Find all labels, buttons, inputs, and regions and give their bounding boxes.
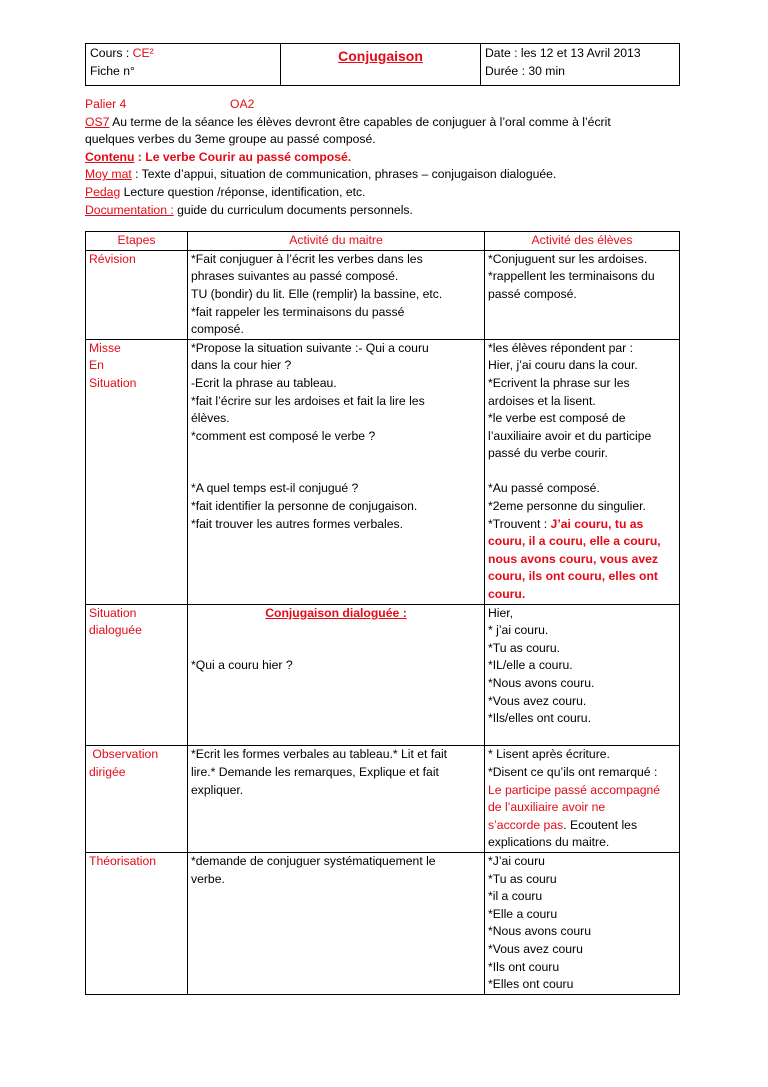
- os-text-cont: quelques verbes du 3eme groupe au passé composé.: [85, 132, 376, 147]
- etape-observation: Observation dirigée: [86, 746, 188, 853]
- mise-maitre: *Propose la situation suivante :- Qui a couru dans la cour hier ? -Ecrit la phrase au tableau. *fait l’écrire sur les ardoises et fait la lire les élèves. *comment est composé le verbe ? *A quel temps est-il conjugué ? *fait identifier la personne de conjugaison. *fait trouver les autres formes verbales.: [188, 339, 485, 604]
- pedag-text: Lecture question /réponse, identification, etc.: [120, 184, 366, 199]
- page-title: Conjugaison: [338, 48, 423, 64]
- moymat-text: : Texte d’appui, situation de communication, phrases – conjugaison dialoguée.: [131, 167, 557, 182]
- date-text: Date : les 12 et 13 Avril 2013: [485, 46, 641, 60]
- observation-eleves: * Lisent après écriture. *Disent ce qu’ils ont remarqué : Le participe passé accompagné de l’auxiliaire avoir ne s’accorde pas. Ecoutent les explications du maitre.: [485, 746, 680, 853]
- etape-mise: Misse En Situation: [86, 339, 188, 604]
- header-etapes: Etapes: [86, 232, 188, 251]
- revision-maitre: *Fait conjuguer à l’écrit les verbes dans les phrases suivantes au passé composé. TU (bondir) du lit. Elle (remplir) la bassine, etc. *fait rappeler les terminaisons du passé composé.: [188, 250, 485, 339]
- observation-maitre: *Ecrit les formes verbales au tableau.* Lit et fait lire.* Demande les remarques, Explique et fait expliquer.: [188, 746, 485, 853]
- duree-text: Durée : 30 min: [485, 63, 565, 78]
- activity-table: [85, 231, 680, 995]
- cours-label: Cours :: [90, 46, 133, 60]
- intro-block: [85, 96, 679, 219]
- doc-label: Documentation :: [85, 202, 174, 217]
- os-text: Au terme de la séance les élèves devront être capables de conjuguer à l’oral comme à l’écrit: [109, 114, 611, 129]
- situation-maitre: Conjugaison dialoguée : *Qui a couru hier ?: [188, 604, 485, 746]
- etape-revision: Révision: [89, 251, 136, 266]
- palier-label: Palier 4: [85, 97, 127, 111]
- revision-eleves: *Conjuguent sur les ardoises. *rappellent les terminaisons du passé composé.: [485, 250, 680, 339]
- contenu-text: : Le verbe Courir au passé composé.: [134, 149, 352, 164]
- pedag-label: Pedag: [85, 184, 121, 199]
- mise-eleves: *les élèves répondent par : Hier, j’ai couru dans la cour. *Ecrivent la phrase sur les ardoises et la lisent. *le verbe est composé de l’auxiliaire avoir et du participe passé du verbe courir. *Au passé composé. *2eme personne du singulier. *Trouvent : J’ai couru, tu as couru, il a couru, elle a couru, nous avons couru, vous avez couru, ils ont couru, elles ont couru.: [485, 339, 680, 604]
- table-header-row: [86, 232, 680, 251]
- table-row: [86, 339, 680, 604]
- situation-eleves: Hier, * j’ai couru. *Tu as couru. *IL/elle a couru. *Nous avons couru. *Vous avez couru. *Ils/elles ont couru.: [485, 604, 680, 746]
- table-row: [86, 604, 680, 746]
- header-title-cell: [281, 44, 481, 86]
- oa-label: OA2: [230, 97, 255, 111]
- table-row: [86, 852, 680, 994]
- moymat-label: Moy mat: [85, 167, 132, 182]
- header-cours-cell: [86, 44, 281, 86]
- theorisation-eleves: *J’ai couru *Tu as couru *il a couru *Elle a couru *Nous avons couru *Vous avez couru *Ils ont couru *Elles ont couru: [485, 852, 680, 994]
- os-label: OS7: [85, 114, 110, 129]
- header-maitre: Activité du maitre: [188, 232, 485, 251]
- fiche-number: Fiche n°: [90, 63, 135, 78]
- header-eleves: Activité des élèves: [485, 232, 680, 251]
- header-table: [85, 43, 680, 86]
- etape-theorisation: Théorisation: [89, 853, 157, 868]
- table-row: [86, 250, 680, 339]
- doc-text: guide du curriculum documents personnels.: [173, 202, 413, 217]
- theorisation-maitre: *demande de conjuguer systématiquement le verbe.: [188, 852, 485, 994]
- lesson-sheet: [85, 43, 679, 995]
- contenu-label: Contenu: [85, 149, 135, 164]
- cours-value: CE²: [132, 46, 154, 60]
- table-row: [86, 746, 680, 853]
- etape-situation: Situation dialoguée: [86, 604, 188, 746]
- conjugaison-dialoguee-title: Conjugaison dialoguée :: [265, 605, 407, 620]
- header-date-cell: [481, 44, 680, 86]
